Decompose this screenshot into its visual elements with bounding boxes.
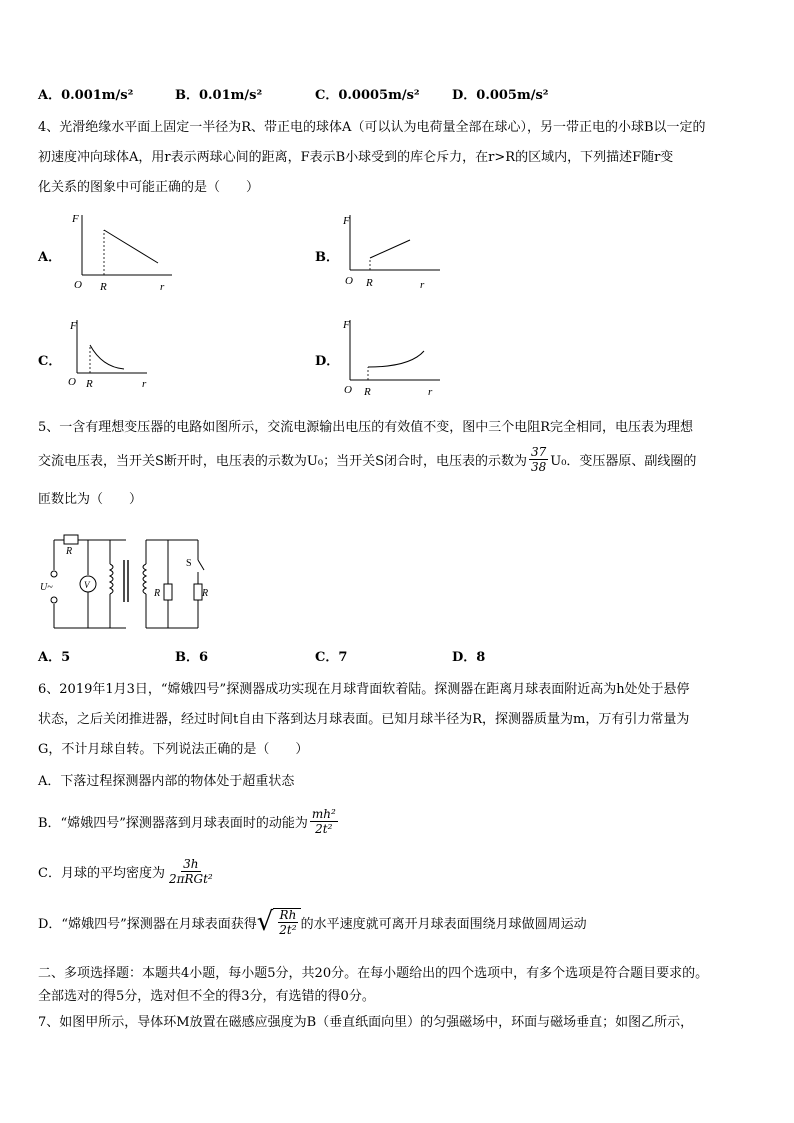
tick-label-r-big: R — [364, 386, 371, 398]
axis-label-r: r — [428, 386, 433, 398]
fraction-numerator: Rh — [279, 908, 297, 922]
q4-stem-line2: 初速度冲向球体A，用r表示两球心间的距离，F表示B小球受到的库仑斥力，在r>R的区域内，下列描述F随r变 — [38, 150, 674, 165]
q6-option-d-fraction — [277, 909, 298, 936]
q6-stem-line1: 6、2019年1月3日，“嫦娥四号”探测器成功实现在月球背面软着陆。探测器在距离月球表面附近高为h处处于悬停 — [38, 682, 690, 697]
q4-stem-line1: 4、光滑绝缘水平面上固定一半径为R、带正电的球体A（可以认为电荷量全部在球心），另一带正电的小球B以一定的 — [38, 120, 706, 135]
q6-option-c — [38, 858, 217, 885]
resistor-label: R — [66, 546, 73, 557]
q6-option-b-fraction — [310, 808, 338, 835]
q7-stem-line1: 7、如图甲所示，导体环M放置在磁感应强度为B（垂直纸面向里）的匀强磁场中，环面与磁场垂直；如图乙所示， — [38, 1015, 694, 1030]
q3-option-c: C．0.0005m/s² — [315, 88, 420, 103]
q6-option-a: A．下落过程探测器内部的物体处于超重状态 — [38, 774, 295, 789]
section-2-line2: 全部选对的得5分，选对但不全的得3分，有选错的得0分。 — [38, 989, 375, 1004]
axis-label-f: F — [72, 213, 79, 225]
q6-option-c-text: C．月球的平均密度为 — [38, 866, 165, 881]
sqrt-icon: √ — [256, 907, 274, 937]
q5-option-c: C．7 — [315, 650, 348, 665]
q6-stem-line3: G，不计月球自转。下列说法正确的是（ ） — [38, 742, 309, 757]
q4-graph-b — [340, 210, 460, 295]
tick-label-r-big: R — [100, 281, 107, 293]
q6-option-c-fraction — [167, 858, 215, 885]
axis-label-r: r — [160, 281, 165, 293]
q5-option-d: D．8 — [452, 650, 486, 665]
axis-label-f: F — [343, 215, 350, 227]
source-label: U~ — [40, 582, 53, 593]
origin-label: O — [344, 384, 352, 396]
q4-option-d-label: D． — [315, 354, 340, 369]
origin-label: O — [74, 279, 82, 291]
voltmeter-label: V — [84, 580, 90, 590]
section-2-line1: 二、多项选择题：本题共4小题，每小题5分，共20分。在每小题给出的四个选项中，有多个选项是符合题目要求的。 — [38, 966, 709, 981]
q6-stem-line2: 状态，之后关闭推进器，经过时间t自由下落到达月球表面。已知月球半径为R，探测器质量为m，万有引力常量为 — [38, 712, 690, 727]
q3-option-b: B．0.01m/s² — [175, 88, 263, 103]
origin-label: O — [68, 376, 76, 388]
tick-label-r-big: R — [86, 378, 93, 390]
q6-option-b-text: B．“嫦娥四号”探测器落到月球表面时的动能为 — [38, 816, 308, 831]
q5-fraction-numerator: 37 — [530, 445, 547, 459]
q6-option-d-sqrt — [257, 908, 301, 936]
q6-option-d-text-a: D．“嫦娥四号”探测器在月球表面获得 — [38, 916, 257, 932]
fraction-denominator: 2πRGt² — [168, 872, 213, 886]
q4-stem-line3: 化关系的图象中可能正确的是（ ） — [38, 180, 260, 195]
q5-option-a: A．5 — [38, 650, 71, 665]
q4-graph-d — [340, 315, 460, 400]
resistor-label: R — [154, 588, 161, 599]
q5-stem-line2 — [38, 446, 696, 473]
q4-option-b-label: B． — [315, 250, 339, 265]
q3-option-d: D．0.005m/s² — [452, 88, 549, 103]
q4-graph-c — [62, 315, 162, 395]
q6-option-d — [38, 908, 587, 936]
q4-graph-a — [62, 210, 182, 295]
q6-option-d-text-b: 的水平速度就可离开月球表面围绕月球做圆周运动 — [300, 916, 587, 932]
q5-fraction-denominator: 38 — [530, 460, 547, 474]
tick-label-r-big: R — [366, 277, 373, 289]
q5-stem-line2-a: 交流电压表，当开关S断开时，电压表的示数为U₀；当开关S闭合时，电压表的示数为 — [38, 454, 527, 469]
q5-stem-line3: 匝数比为（ ） — [38, 492, 143, 507]
origin-label: O — [345, 275, 353, 287]
fraction-denominator: 2t² — [279, 923, 297, 937]
fraction-numerator: mh² — [311, 807, 336, 821]
axis-label-f: F — [70, 320, 77, 332]
switch-label: S — [186, 558, 192, 569]
q4-option-a-label: A． — [38, 250, 62, 265]
q5-circuit-diagram — [38, 530, 213, 635]
q5-option-b: B．6 — [175, 650, 209, 665]
q5-stem-line1: 5、一含有理想变压器的电路如图所示，交流电源输出电压的有效值不变，图中三个电阻R完全相同，电压表为理想 — [38, 420, 694, 435]
q3-option-a: A．0.001m/s² — [38, 88, 134, 103]
axis-label-r: r — [420, 279, 425, 291]
axis-label-r: r — [142, 378, 147, 390]
fraction-denominator: 2t² — [315, 822, 333, 836]
resistor-label: R — [202, 588, 209, 599]
q5-stem-line2-b: U₀．变压器原、副线圈的 — [550, 454, 697, 469]
q4-option-c-label: C． — [38, 354, 62, 369]
axis-label-f: F — [343, 319, 350, 331]
q5-fraction — [529, 446, 548, 473]
q6-option-b — [38, 808, 340, 835]
fraction-numerator: 3h — [183, 857, 199, 871]
